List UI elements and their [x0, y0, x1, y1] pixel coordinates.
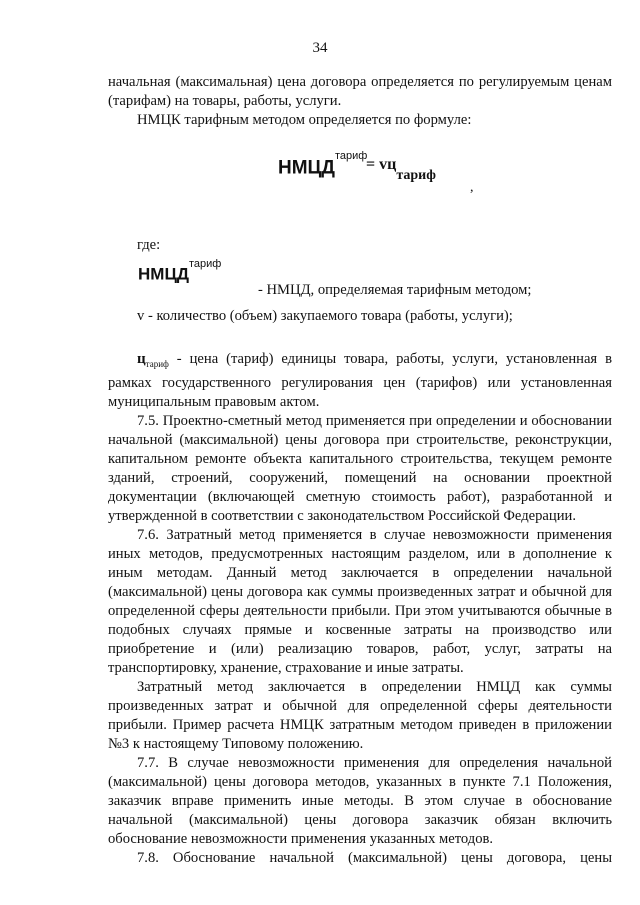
formula-intro: НМЦК тарифным методом определяется по формуле: [137, 112, 472, 128]
document-body [108, 73, 612, 868]
formula-lhs: $НМЦД^{тариф}$ [278, 150, 368, 179]
paragraph-7-5: 7.5. Проектно-сметный метод применяется при определении и обосновании начальной (максимальной) цены договора при строительстве, реконструкции, капитальном ремонте объекта капитального строительства, текущем ремонте зданий, строений, сооружений, помещений на основании проектной документации (включающей сметную стоимость работ), разработанной и утвержденной в соответствии с законодательством Российской Федерации. [108, 413, 612, 524]
formula-rhs: = $vц_{тариф}$ [366, 156, 436, 184]
intro-paragraph: начальная (максимальная) цена договора определяется по регулируемым ценам (тарифам) на товары, работы, услуги. [108, 74, 612, 109]
term-v: v - количество (объем) закупаемого товара (работы, услуги); [137, 308, 513, 324]
page-number: 34 [312, 40, 328, 56]
where-label: где: [137, 237, 161, 253]
paragraph-cost-method: Затратный метод заключается в определении НМЦД как суммы произведенных затрат и обычной для определенной сферы деятельности прибыли. Пример расчета НМЦК затратным методом приведен в приложении №3 к настоящему Типовому положению. [108, 679, 612, 752]
paragraph-7-7: 7.7. В случае невозможности применения для определения начальной (максимальной) цены договора методов, указанных в пункте 7.1 Положения, заказчик вправе применить иные методы. В этом случае в обоснование начальной (максимальной) цены договора заказчик обязан включить обоснование невозможности применения указанных методов. [108, 755, 612, 847]
formula-lhs-sup: тариф [334, 150, 368, 162]
term-nmcd-symbol: $НМЦД^{тариф}$ [138, 258, 222, 284]
term-price-symbol: $ц_{тариф}$ [137, 351, 169, 369]
term-price [108, 350, 612, 412]
term-nmcd-desc: - НМЦД, определяемая тарифным методом; [258, 282, 532, 298]
term-nmcd [108, 255, 612, 299]
paragraph-7-6: 7.6. Затратный метод применяется в случае невозможности применения иных методов, предусмотренных настоящим разделом, или в дополнение к иным методам. Данный метод заключается в определении начальной (максимальной) цены договора как суммы произведенных затрат и обычной для определенной сферы деятельности прибыли. При этом учитываются обычные в подобных случаях прямые и косвенные затраты на производство или приобретение и (или) реализацию товаров, работ, услуг, затраты на транспортировку, хранение, страхование и иные затраты. [108, 527, 612, 676]
tariff-formula [108, 130, 612, 208]
formula-comma: , [470, 180, 474, 195]
paragraph-7-8: 7.8. Обоснование начальной (максимальной) цены договора, цены [137, 850, 612, 866]
term-price-desc: - цена (тариф) единицы товара, работы, услуги, установленная в рамках государственного регулирования цен (тарифов) или установленная муниципальным правовым актом. [108, 351, 612, 410]
formula-rhs-sub: тариф [396, 168, 436, 184]
